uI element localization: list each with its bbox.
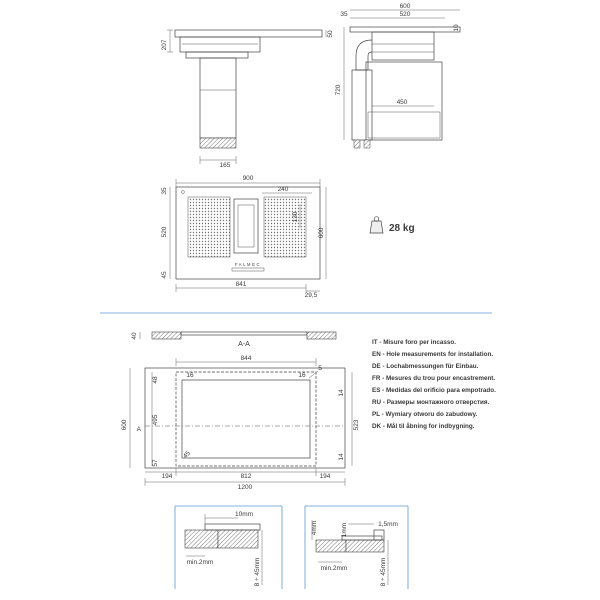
side-view	[161, 30, 334, 169]
dim-r5: 5	[318, 365, 322, 372]
plan-brand-logo: FALMEC	[234, 262, 262, 267]
dim-48: 48	[152, 376, 159, 384]
section-label: A-A	[238, 341, 250, 348]
motor-housing	[186, 52, 248, 58]
dim-57: 57	[152, 459, 159, 467]
dim-600-plan: 600	[318, 227, 325, 239]
central-vent	[234, 199, 258, 253]
plan-view	[161, 175, 326, 299]
dim-240: 240	[277, 186, 289, 193]
detail-right-mid: 1mm	[341, 522, 348, 538]
legend-de: DE - Lochabmessungen für Einbau.	[372, 363, 479, 370]
cooking-zone-right	[264, 197, 306, 257]
dim-29-5: 29,5	[304, 292, 318, 299]
detail-left-bottom: min.2mm	[186, 559, 214, 566]
legend-ru: RU - Размеры монтажного отверстия.	[372, 399, 490, 406]
legend-pl: PL - Wymiary otworu do zabudowy.	[372, 411, 478, 418]
front-unit	[372, 32, 434, 60]
front-view	[335, 3, 460, 148]
dim-14-bottom: 14	[338, 453, 345, 461]
dim-16-right: 16	[298, 372, 306, 379]
weight-label: 28 kg	[389, 223, 415, 234]
hob-edge-left	[205, 524, 260, 530]
cooking-zone-left	[188, 197, 230, 257]
dim-900: 900	[242, 175, 254, 182]
duct-outlet	[200, 138, 236, 148]
weight-indicator	[370, 217, 415, 234]
weight-icon	[370, 221, 383, 233]
dim-165: 165	[219, 162, 231, 169]
legend	[372, 339, 496, 430]
worktop-section-right	[316, 540, 346, 552]
section-marker-a: A	[136, 426, 141, 433]
dim-520-front: 520	[399, 11, 411, 18]
dim-812: 812	[240, 473, 252, 480]
dim-35-front: 35	[340, 11, 348, 18]
dim-523: 523	[353, 419, 360, 431]
dim-14-top: 14	[338, 389, 345, 397]
cutout-plan	[121, 355, 360, 491]
dim-10-front: 10	[453, 24, 460, 32]
dim-600-cutout: 600	[121, 419, 128, 431]
hob-edge-right	[342, 536, 382, 540]
duct-riser	[352, 70, 372, 140]
front-worktop	[350, 27, 460, 32]
profile-step	[374, 530, 384, 540]
dim-841: 841	[235, 281, 247, 288]
legend-en: EN - Hole measurements for installation.	[372, 351, 494, 358]
drawer	[368, 112, 440, 138]
dim-450: 450	[396, 99, 408, 106]
detail-left-top: 10mm	[234, 511, 254, 518]
dim-130: 130	[292, 211, 299, 223]
detail-right-top: 1,5mm	[378, 521, 398, 528]
dim-r45: 45	[181, 449, 192, 460]
worktop-section-left	[185, 530, 218, 548]
detail-right-side: 8 ÷ 45mm	[380, 557, 387, 587]
dim-50: 50	[327, 30, 334, 38]
dim-520-plan: 520	[161, 226, 168, 238]
duct-body	[200, 58, 236, 138]
dim-194-right: 194	[319, 473, 331, 480]
dim-207: 207	[161, 39, 168, 51]
dim-35-plan: 35	[161, 187, 168, 195]
hob-glass-side	[175, 30, 322, 37]
dim-495: 495	[152, 414, 159, 426]
cutout-rebate	[176, 372, 316, 466]
dim-16-left: 16	[186, 372, 194, 379]
curved-duct	[356, 40, 372, 70]
detail-right	[305, 506, 408, 589]
dim-720: 720	[335, 84, 342, 96]
dim-45-plan: 45	[161, 271, 168, 279]
cutout-opening	[182, 380, 310, 458]
dim-1200: 1200	[237, 484, 253, 491]
dim-844: 844	[240, 355, 252, 362]
legend-fr: FR - Mesures du trou pour encastrement.	[372, 375, 496, 382]
worktop-outline	[145, 368, 345, 468]
detail-left	[175, 506, 282, 589]
detail-right-bottom: min.2mm	[320, 565, 348, 572]
legend-it: IT - Misure foro per incasso.	[372, 339, 456, 346]
detail-left-side: 8 ÷ 45mm	[254, 557, 261, 587]
dim-40-section: 40	[131, 332, 138, 340]
detail-right-left-top: 4mm	[311, 520, 318, 536]
legend-es: ES - Medidas del orificio para empotrado.	[372, 387, 496, 394]
legend-dk: DK - Mål til åbning for indbygning.	[372, 423, 475, 430]
section-a-a	[131, 332, 336, 348]
dim-194-left: 194	[161, 473, 173, 480]
dim-600-front: 600	[399, 3, 411, 10]
hob-body-side	[180, 37, 260, 52]
control-strip	[232, 268, 264, 271]
